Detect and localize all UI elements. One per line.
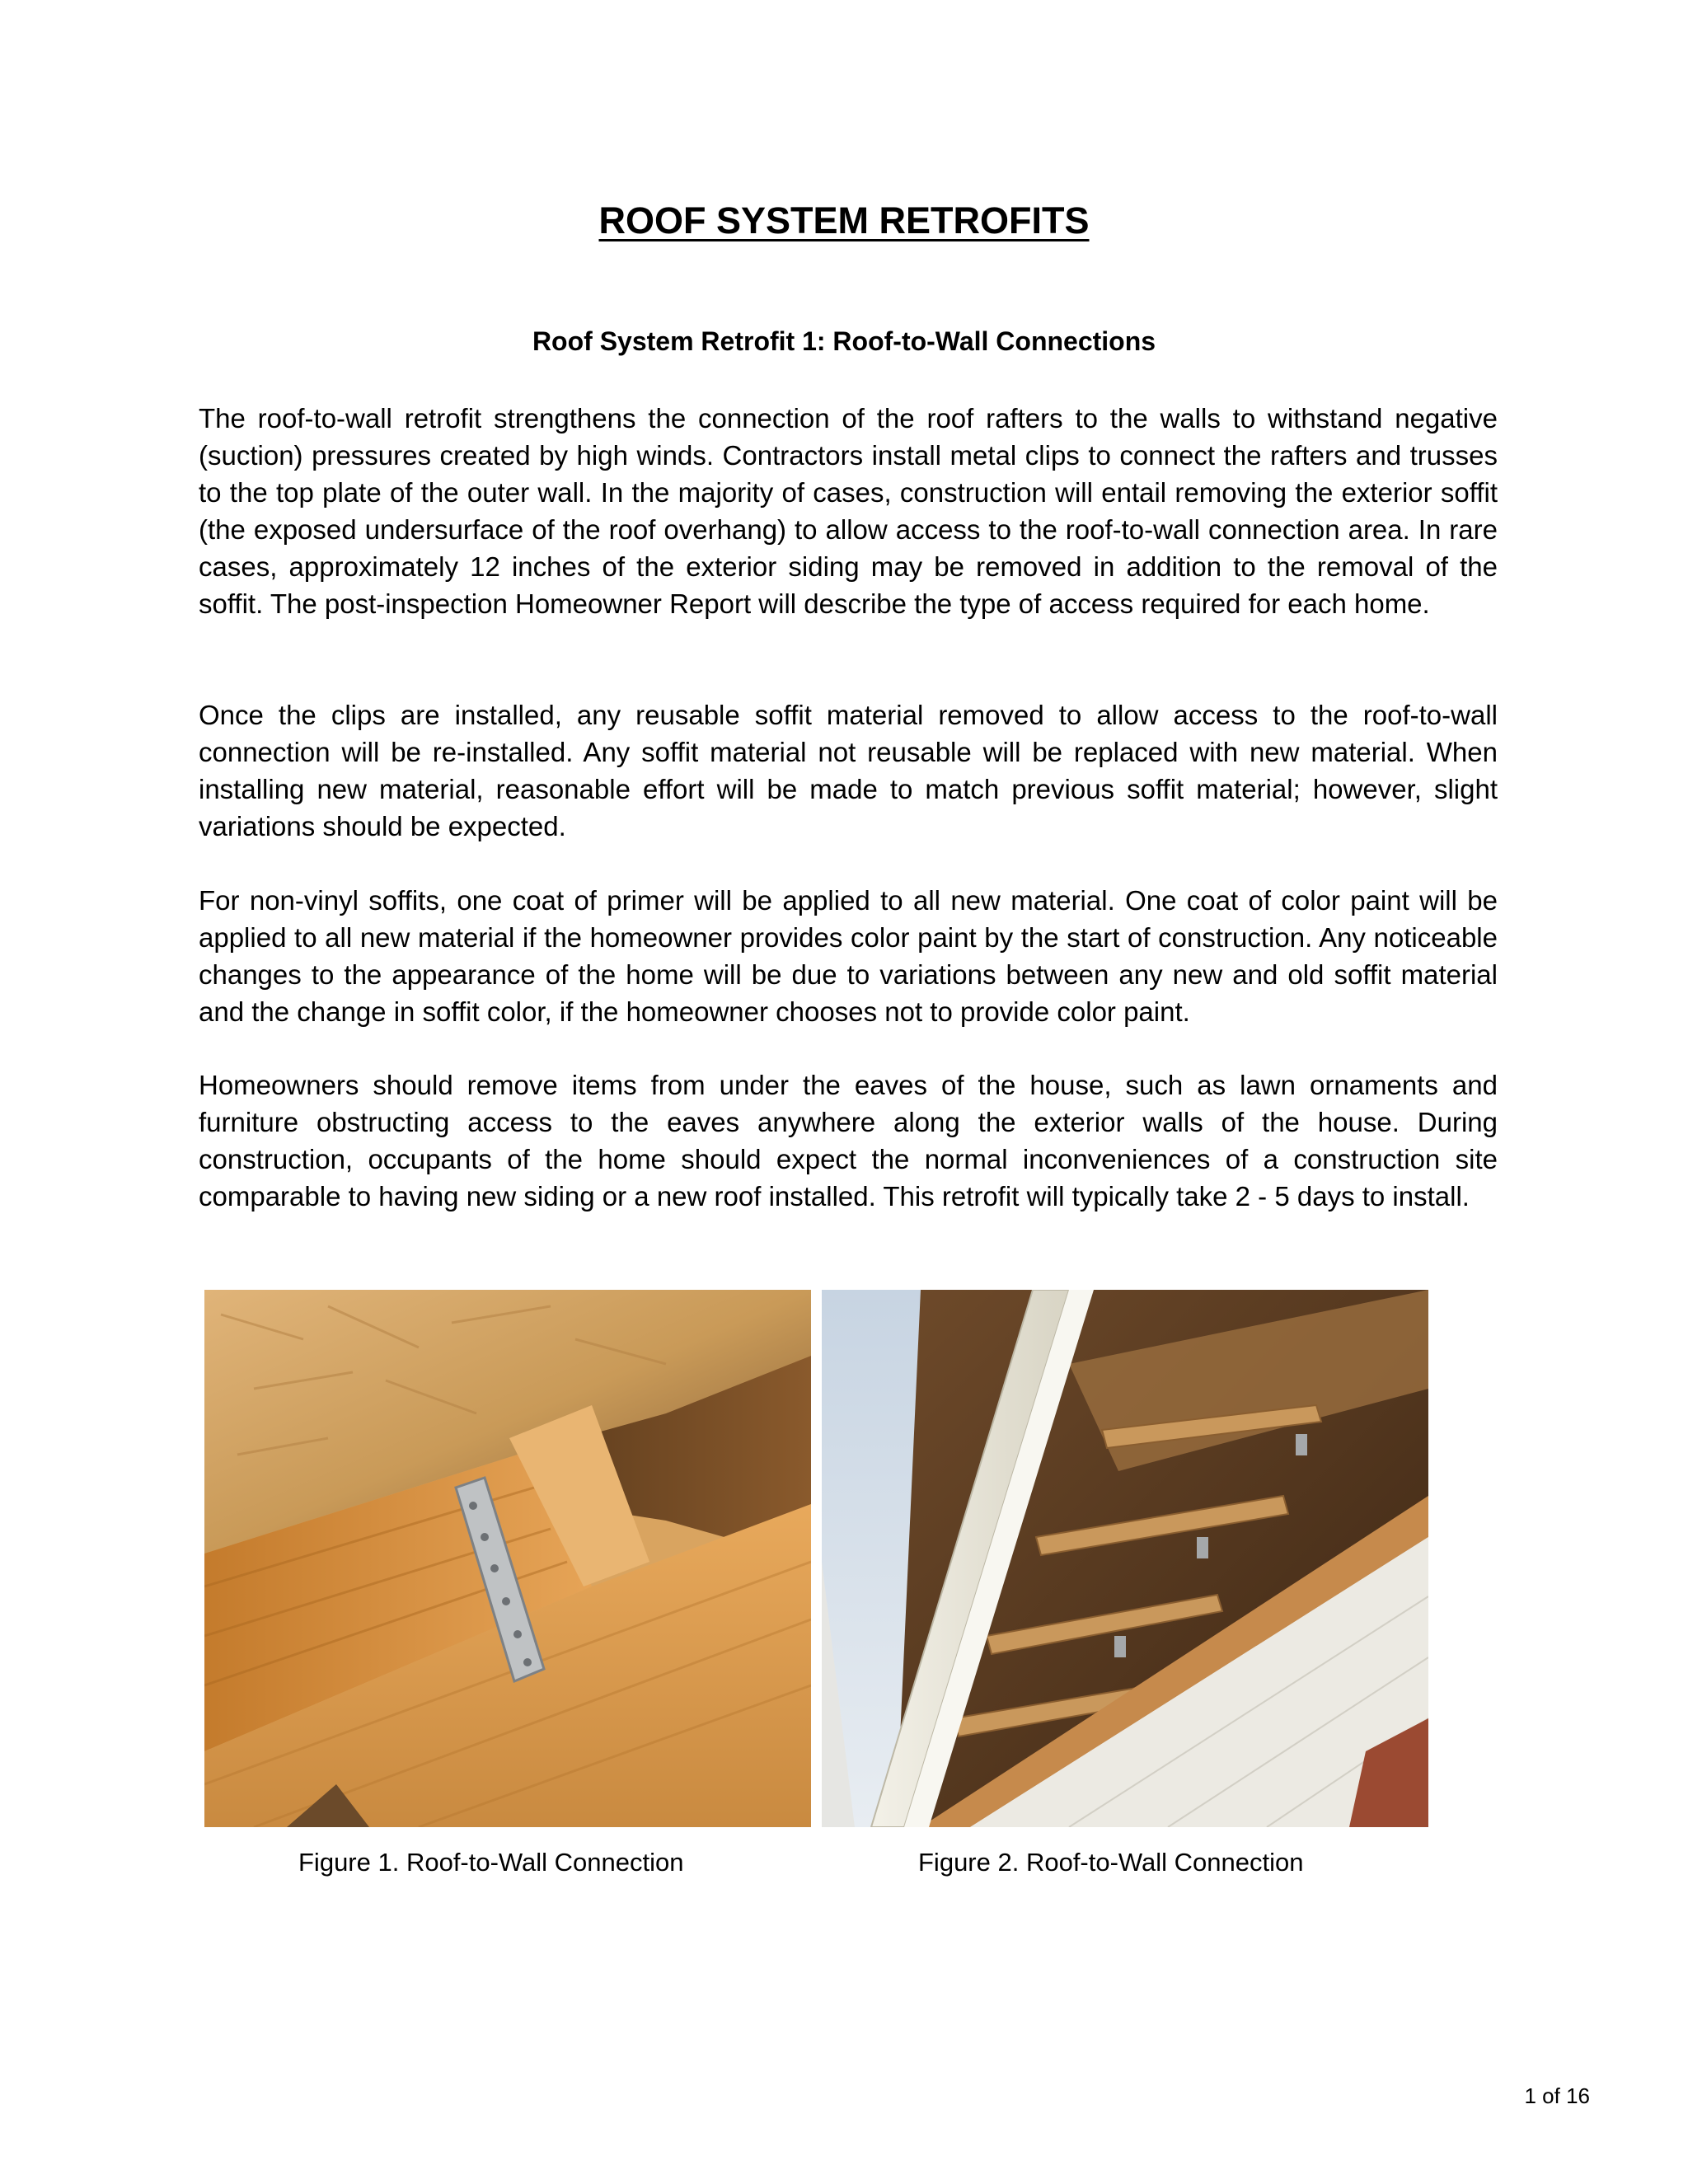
paragraph-4: Homeowners should remove items from under the eaves of the house, such as lawn ornaments and furniture obstructing access to the eaves anywhere along the exterior walls of the house. During construction, occupants of the home should expect the normal inconveniences of a construction site comparable to having new siding or a new roof installed. This retrofit will typically take 2 - 5 days to install. bbox=[199, 1070, 1498, 1212]
figure-2-photo bbox=[822, 1290, 1428, 1827]
paragraph-1: The roof-to-wall retrofit strengthens the connection of the roof rafters to the walls to withstand negative (suction) pressures created by high winds. Contractors install metal clips to connect the rafters and trusses to the top plate of the outer wall. In the majority of cases, construction will entail removing the exterior soffit (the exposed undersurface of the roof overhang) to allow access to the roof-to-wall connection area. In rare cases, approximately 12 inches of the exterior siding may be removed in addition to the removal of the soffit. The post-inspection Homeowner Report will describe the type of access required for each home. bbox=[199, 403, 1498, 619]
section-heading: Roof System Retrofit 1: Roof-to-Wall Connections bbox=[532, 326, 1156, 356]
figure-2-caption: Figure 2. Roof-to-Wall Connection bbox=[918, 1848, 1304, 1877]
paragraph-2: Once the clips are installed, any reusable soffit material removed to allow access to the roof-to-wall connection will be re-installed. Any soffit material not reusable will be replaced with new material. When installing new material, reasonable effort will be made to match previous soffit material; however, slight variations should be expected. bbox=[199, 700, 1498, 841]
figure-1-caption: Figure 1. Roof-to-Wall Connection bbox=[298, 1848, 684, 1877]
page-number: 1 of 16 bbox=[1524, 2083, 1590, 2108]
paragraph-3: For non-vinyl soffits, one coat of primer will be applied to all new material. One coat of color paint will be applied to all new material if the homeowner provides color paint by the start of construction. Any noticeable changes to the appearance of the home will be due to variations between any new and old soffit material and the change in soffit color, if the homeowner chooses not to provide color paint. bbox=[199, 885, 1498, 1027]
document-title: ROOF SYSTEM RETROFITS bbox=[598, 199, 1090, 241]
figure-1-photo bbox=[204, 1290, 811, 1827]
